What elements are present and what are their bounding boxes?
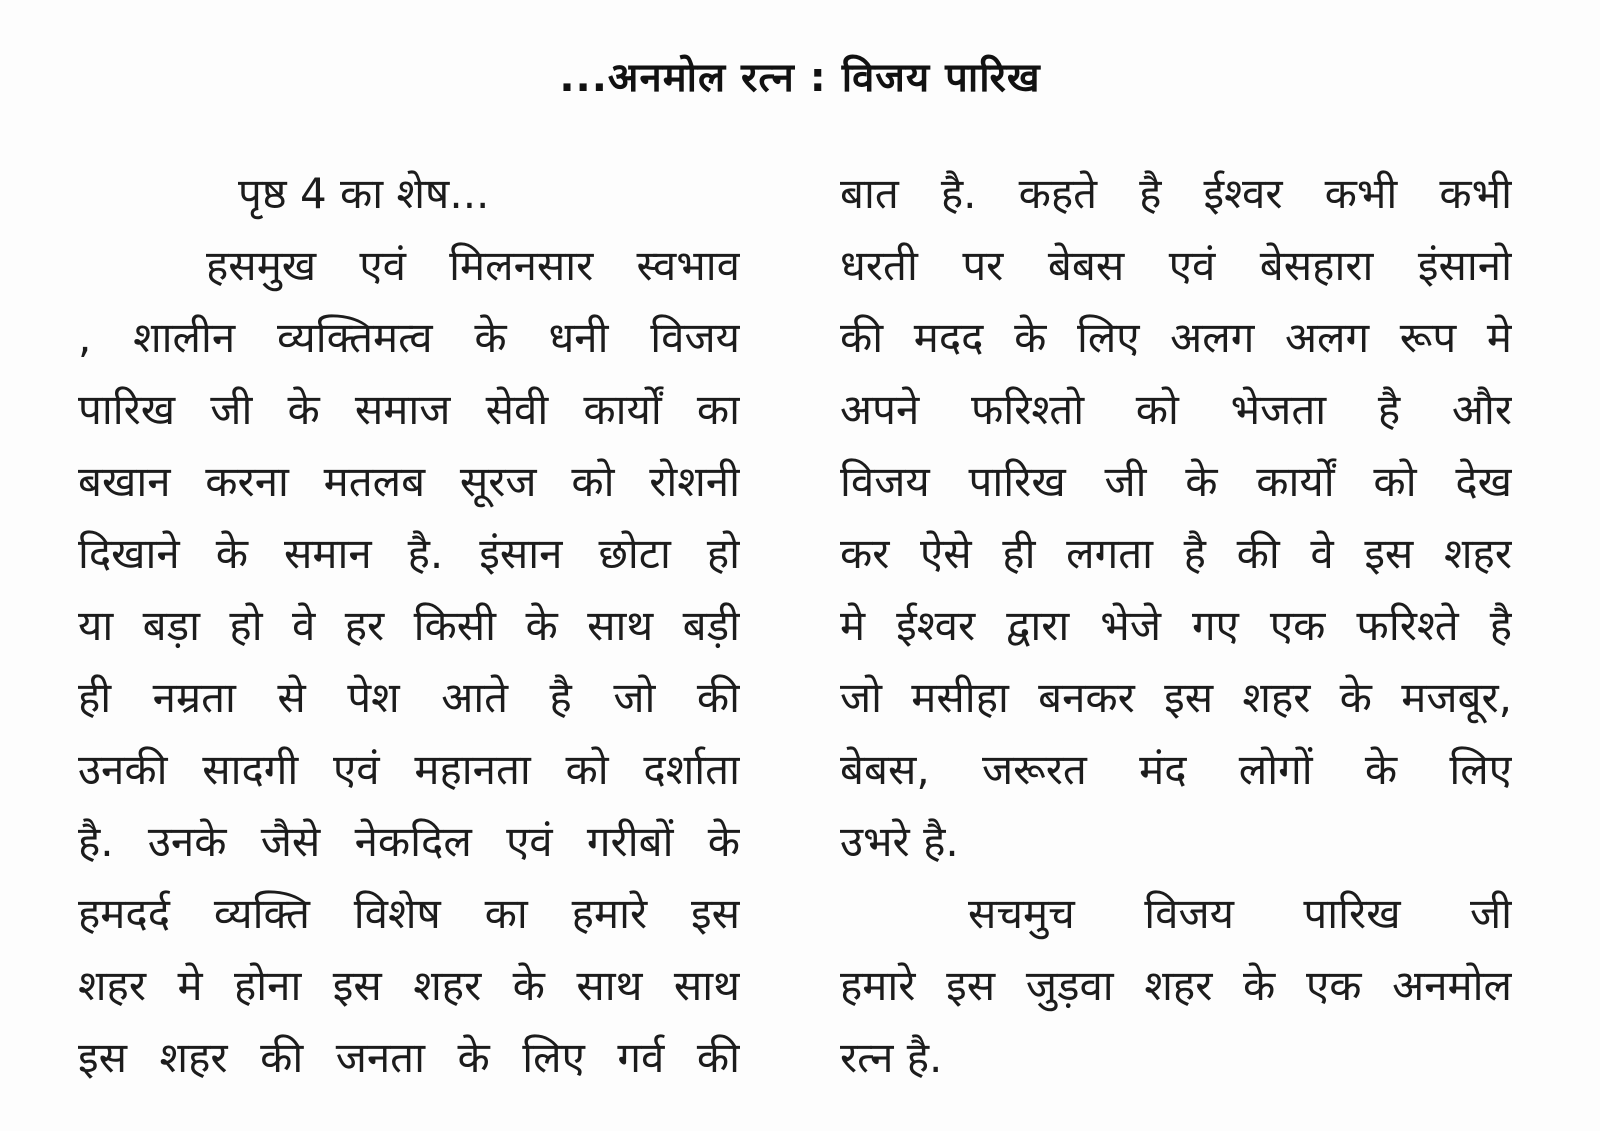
body-line: हसमुख एवं मिलनसार स्वभाव — [206, 241, 740, 290]
left-column — [78, 158, 740, 1094]
body-line: मे ईश्वर द्वारा भेजे गए एक फरिश्ते है — [840, 601, 1512, 650]
body-line: सचमुच विजय पारिख जी — [968, 889, 1512, 938]
body-line: दिखाने के समान है. इंसान छोटा हो — [78, 529, 740, 578]
body-line: की मदद के लिए अलग अलग रूप मे — [840, 313, 1512, 362]
body-line: बखान करना मतलब सूरज को रोशनी — [78, 457, 740, 506]
body-line: हमारे इस जुड़वा शहर के एक अनमोल — [840, 961, 1512, 1010]
body-line: उभरे है. — [840, 817, 959, 866]
body-line: ही नम्रता से पेश आते है जो की — [78, 673, 740, 722]
body-line: इस शहर की जनता के लिए गर्व की — [78, 1033, 740, 1082]
body-line: पारिख जी के समाज सेवी कार्यों का — [78, 385, 740, 434]
body-line: धरती पर बेबस एवं बेसहारा इंसानो — [840, 241, 1512, 290]
body-line: कर ऐसे ही लगता है की वे इस शहर — [840, 529, 1512, 578]
body-line: या बड़ा हो वे हर किसी के साथ बड़ी — [78, 601, 740, 650]
body-line: विजय पारिख जी के कार्यों को देख — [840, 457, 1512, 506]
body-line: हमदर्द व्यक्ति विशेष का हमारे इस — [78, 889, 740, 938]
body-line: बात है. कहते है ईश्वर कभी कभी — [840, 169, 1512, 218]
body-line: रत्न है. — [840, 1033, 943, 1082]
body-line: उनकी सादगी एवं महानता को दर्शाता — [78, 745, 740, 794]
body-line: , शालीन व्यक्तिमत्व के धनी विजय — [78, 313, 740, 362]
headline: ...अनमोल रत्न : विजय पारिख — [559, 55, 1041, 101]
body-line: जो मसीहा बनकर इस शहर के मजबूर, — [840, 673, 1512, 722]
body-line: बेबस, जरूरत मंद लोगों के लिए — [840, 745, 1512, 794]
body-line: है. उनके जैसे नेकदिल एवं गरीबों के — [78, 817, 740, 866]
continued-from-note: पृष्ठ 4 का शेष... — [238, 169, 490, 218]
body-line: अपने फरिश्तो को भेजता है और — [840, 385, 1512, 434]
right-column — [840, 158, 1512, 1094]
body-line: शहर मे होना इस शहर के साथ साथ — [78, 961, 740, 1010]
